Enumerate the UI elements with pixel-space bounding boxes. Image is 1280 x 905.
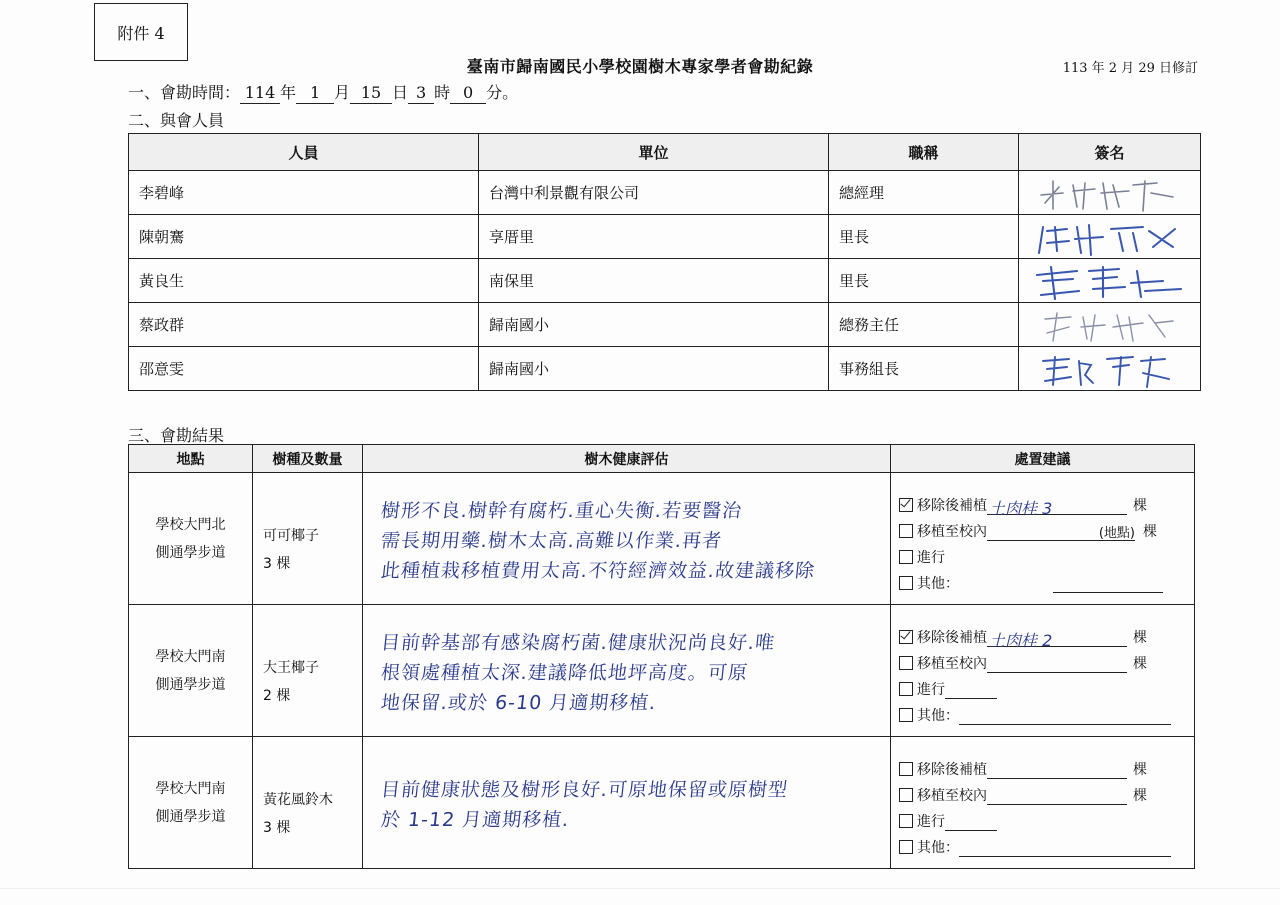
location-line: 側通學步道 — [155, 808, 226, 825]
option-other — [899, 831, 1194, 857]
option-label: 其他： — [917, 707, 959, 724]
location-line: 學校大門北 — [155, 516, 226, 533]
results-header-row — [129, 445, 1195, 473]
unit-label: 棵 — [1133, 761, 1147, 778]
header-location: 地點 — [129, 445, 253, 473]
disposal-cell — [891, 605, 1195, 737]
assessment-cell — [363, 737, 891, 869]
species-count: 3 棵 — [263, 555, 291, 572]
location-line: 側通學步道 — [155, 544, 226, 561]
signature-drawing — [1033, 305, 1193, 345]
option-proceed — [899, 805, 1194, 831]
option-other — [899, 699, 1194, 725]
attendee-unit: 歸南國小 — [479, 347, 829, 391]
option-remove-replant — [899, 621, 1194, 650]
checkbox[interactable] — [899, 656, 913, 670]
table-row — [129, 347, 1201, 391]
meeting-time-label: 一、會勘時間： — [128, 83, 241, 102]
option-label: 其他： — [917, 575, 959, 592]
attachment-label: 附件 4 — [94, 3, 188, 61]
checkbox-checked[interactable] — [899, 630, 913, 644]
disposal-cell — [891, 473, 1195, 605]
option-remove-replant — [899, 489, 1194, 518]
header-unit: 單位 — [479, 134, 829, 171]
option-label: 移植至校內 — [917, 655, 987, 672]
meeting-day: 15 — [350, 83, 392, 104]
year-unit: 年 — [280, 83, 297, 102]
option-label: 其他： — [917, 839, 959, 856]
option-remove-replant — [899, 753, 1194, 779]
unit-label: 棵 — [1143, 523, 1157, 540]
location-cell — [129, 737, 253, 869]
replant-fill: 土肉桂 3 — [989, 498, 1053, 518]
attendee-unit: 台灣中利景觀有限公司 — [479, 171, 829, 215]
attendee-title: 總務主任 — [829, 303, 1019, 347]
option-other — [899, 567, 1194, 593]
attendee-unit: 享厝里 — [479, 215, 829, 259]
header-disposal: 處置建議 — [891, 445, 1195, 473]
table-row — [129, 259, 1201, 303]
option-label: 進行 — [917, 681, 945, 698]
assessment-line: 地保留.或於 6-10 月適期移植. — [379, 691, 658, 714]
option-transplant — [899, 647, 1194, 673]
attendee-title: 里長 — [829, 215, 1019, 259]
signature-drawing — [1033, 349, 1193, 389]
meeting-hour: 3 — [408, 83, 434, 104]
attendees-table — [128, 133, 1201, 391]
header-signature: 簽名 — [1019, 134, 1201, 171]
assessment-line: 需長期用藥.樹木太高.高難以作業.再者 — [379, 529, 724, 552]
location-line: 學校大門南 — [155, 780, 226, 797]
option-transplant — [899, 515, 1194, 541]
unit-label: 棵 — [1133, 787, 1147, 804]
signature-drawing — [1033, 261, 1193, 301]
assessment-line: 目前健康狀態及樹形良好.可原地保留或原樹型 — [379, 778, 790, 801]
checkbox[interactable] — [899, 708, 913, 722]
checkbox-checked[interactable] — [899, 498, 913, 512]
location-line: 側通學步道 — [155, 676, 226, 693]
hour-unit: 時 — [434, 83, 451, 102]
assessment-line: 根領處種植太深.建議降低地坪高度。可原 — [379, 661, 750, 684]
option-transplant — [899, 779, 1194, 805]
table-row — [129, 605, 1195, 737]
attendee-title: 事務組長 — [829, 347, 1019, 391]
unit-label: 棵 — [1133, 497, 1147, 514]
meeting-year: 114 — [240, 83, 280, 104]
option-label: 進行 — [917, 813, 945, 830]
attendee-title: 里長 — [829, 259, 1019, 303]
revision-date: 113 年 2 月 29 日修訂 — [1062, 61, 1198, 76]
checkbox[interactable] — [899, 840, 913, 854]
attendee-title: 總經理 — [829, 171, 1019, 215]
signature-cell — [1019, 171, 1201, 215]
minute-unit: 分。 — [486, 83, 519, 102]
month-unit: 月 — [334, 83, 351, 102]
species-cell — [253, 605, 363, 737]
option-label: 移植至校內 — [917, 787, 987, 804]
table-row — [129, 303, 1201, 347]
header-title: 職稱 — [829, 134, 1019, 171]
checkbox[interactable] — [899, 576, 913, 590]
checkbox[interactable] — [899, 682, 913, 696]
document-title: 臺南市歸南國民小學校園樹木專家學者會勘紀錄 — [466, 57, 814, 76]
signature-cell — [1019, 303, 1201, 347]
replant-fill: 土肉桂 2 — [989, 630, 1053, 650]
option-label: 移除後補植 — [917, 497, 987, 514]
page-edge — [0, 888, 1280, 889]
attendees-header-row — [129, 134, 1201, 171]
attendee-name: 李碧峰 — [129, 171, 479, 215]
location-cell — [129, 605, 253, 737]
location-cell — [129, 473, 253, 605]
attendee-name: 邵意雯 — [129, 347, 479, 391]
option-label: 移除後補植 — [917, 761, 987, 778]
meeting-month: 1 — [296, 83, 334, 104]
assessment-line: 此種植栽移植費用太高.不符經濟效益.故建議移除 — [379, 559, 817, 582]
checkbox[interactable] — [899, 762, 913, 776]
day-unit: 日 — [392, 83, 409, 102]
table-row — [129, 473, 1195, 605]
meeting-time-line — [128, 80, 518, 104]
assessment-line: 目前幹基部有感染腐朽菌.健康狀況尚良好.唯 — [379, 631, 777, 654]
header-person: 人員 — [129, 134, 479, 171]
checkbox[interactable] — [899, 524, 913, 538]
species-count: 3 棵 — [263, 819, 291, 836]
header-species: 樹種及數量 — [253, 445, 363, 473]
option-proceed — [899, 673, 1194, 699]
table-row — [129, 737, 1195, 869]
checkbox[interactable] — [899, 788, 913, 802]
species-name: 大王椰子 — [263, 659, 319, 676]
species-name: 黃花風鈴木 — [263, 791, 333, 808]
checkbox[interactable] — [899, 550, 913, 564]
attendees-heading: 二、與會人員 — [128, 111, 225, 130]
signature-cell — [1019, 215, 1201, 259]
signature-drawing — [1033, 173, 1193, 213]
unit-label: 棵 — [1133, 629, 1147, 646]
option-proceed — [899, 541, 1194, 567]
unit-label: 棵 — [1133, 655, 1147, 672]
results-heading: 三、會勘結果 — [128, 426, 225, 445]
header-assessment: 樹木健康評估 — [363, 445, 891, 473]
species-cell — [253, 473, 363, 605]
attendee-unit: 歸南國小 — [479, 303, 829, 347]
assessment-cell — [363, 473, 891, 605]
attendee-name: 陳朝騫 — [129, 215, 479, 259]
option-label: 移植至校內 — [917, 523, 987, 540]
attendee-unit: 南保里 — [479, 259, 829, 303]
table-row — [129, 171, 1201, 215]
meeting-minute: 0 — [450, 83, 486, 104]
species-count: 2 棵 — [263, 687, 291, 704]
results-table — [128, 444, 1195, 869]
assessment-line: 於 1-12 月適期移植. — [379, 808, 571, 831]
table-row — [129, 215, 1201, 259]
option-label: 進行 — [917, 549, 945, 566]
location-line: 學校大門南 — [155, 648, 226, 665]
assessment-line: 樹形不良.樹幹有腐朽.重心失衡.若要醫治 — [379, 499, 744, 522]
signature-cell — [1019, 259, 1201, 303]
place-hint: (地點) — [1098, 525, 1135, 541]
checkbox[interactable] — [899, 814, 913, 828]
signature-drawing — [1033, 217, 1193, 257]
option-label: 移除後補植 — [917, 629, 987, 646]
attendee-name: 黃良生 — [129, 259, 479, 303]
disposal-cell — [891, 737, 1195, 869]
assessment-cell — [363, 605, 891, 737]
species-name: 可可椰子 — [263, 527, 319, 544]
species-cell — [253, 737, 363, 869]
signature-cell — [1019, 347, 1201, 391]
attendee-name: 蔡政群 — [129, 303, 479, 347]
